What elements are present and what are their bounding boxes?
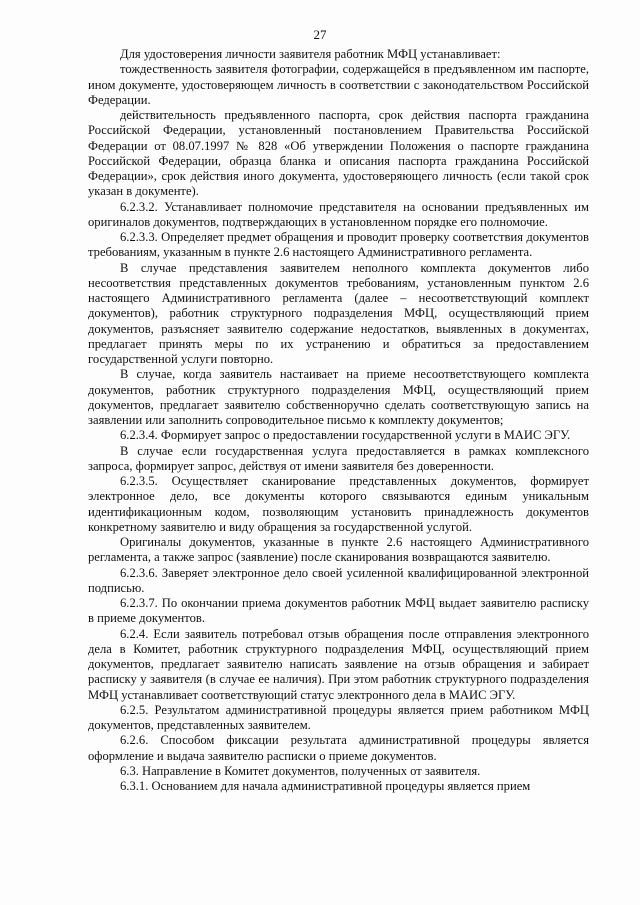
document-body (88, 47, 589, 794)
paragraph-6-3-1: 6.3.1. Основанием для начала административной процедуры является прием (120, 779, 531, 793)
paragraph-6-2-6: 6.2.6. Способом фиксации результата административной процедуры является оформление и выдача заявителю расписки о приеме документов. (88, 733, 589, 763)
paragraph-incomplete-set: В случае представления заявителем неполного комплекта документов либо несоответствия представленных документов требованиям, установленным пунктом 2.6 настоящего Административного регламента (далее – несоответствующий комплект документов), работник структурного подразделения МФЦ, осуществляющий прием документов, разъясняет заявителю содержание недостатков, выявленных в документах, предлагает принять меры по их устранению и обратиться за предоставлением государственной услуги повторно. (88, 260, 589, 366)
paragraph-6-2-4: 6.2.4. Если заявитель потребовал отзыв обращения после отправления электронного дела в Комитет, работник структурного подразделения МФЦ, осуществляющий прием документов, предлагает заявителю написать заявление на отзыв обращения и забирает расписку у заявителя (в случае ее наличия). При этом работник структурного подразделения МФЦ устанавливает соответствующий статус электронного дела в МАИС ЭГУ. (88, 626, 589, 702)
paragraph-originals-returned: Оригиналы документов, указанные в пункте 2.6 настоящего Административного регламента, а также запрос (заявление) после сканирования возвращаются заявителю. (88, 535, 589, 565)
paragraph-complex-request: В случае если государственная услуга предоставляется в рамках комплексного запроса, формирует запрос, действуя от имени заявителя без доверенности. (88, 443, 589, 473)
paragraph-intro: Для удостоверения личности заявителя работник МФЦ устанавливает: (120, 47, 501, 61)
paragraph-6-3: 6.3. Направление в Комитет документов, полученных от заявителя. (120, 763, 481, 778)
paragraph-identity-match: тождественность заявителя фотографии, содержащейся в предъявленном им паспорте, ином документе, удостоверяющем личность в соответствии с законодательством Российской Федерации. (88, 62, 589, 107)
paragraph-applicant-insists: В случае, когда заявитель настаивает на приеме несоответствующего комплекта документов, работник структурного подразделения МФЦ, осуществляющий прием документов, предлагает заявителю собственноручно сделать соответствующую запись на заявлении или заполнить сопроводительное письмо к комплекту документов; (88, 367, 589, 427)
paragraph-6-2-3-5: 6.2.3.5. Осуществляет сканирование представленных документов, формирует электронное дело, все документы которого связываются единым уникальным идентификационным кодом, позволяющим установить принадлежность документов конкретному заявителю и виду обращения за государственной услугой. (88, 474, 589, 534)
paragraph-6-2-3-2: 6.2.3.2. Устанавливает полномочие представителя на основании предъявленных им оригиналов документов, подтверждающих в установленном порядке его полномочие. (88, 199, 589, 229)
paragraph-6-2-3-4: 6.2.3.4. Формирует запрос о предоставлении государственной услуги в МАИС ЭГУ. (120, 428, 571, 443)
paragraph-6-2-3-3: 6.2.3.3. Определяет предмет обращения и проводит проверку соответствия документов требованиям, указанным в пункте 2.6 настоящего Административного регламента. (88, 230, 589, 260)
paragraph-6-2-3-6: 6.2.3.6. Заверяет электронное дело своей усиленной квалифицированной электронной подписью. (88, 565, 589, 595)
paragraph-passport-validity: действительность предъявленного паспорта, срок действия паспорта гражданина Российской Федерации, установленный постановлением Правительства Российской Федерации от 08.07.1997 № 828 «Об утверждении Положения о паспорте гражданина Российской Федерации, образца бланка и описания паспорта гражданина Российской Федерации», срок действия иного документа, удостоверяющего личность (если такой срок указан в документе). (88, 108, 589, 199)
paragraph-6-2-3-7: 6.2.3.7. По окончании приема документов работник МФЦ выдает заявителю расписку в приеме документов. (88, 596, 589, 626)
page-number: 27 (313, 27, 327, 42)
paragraph-6-2-5: 6.2.5. Результатом административной процедуры является прием работником МФЦ документов, представленных заявителем. (88, 702, 589, 732)
